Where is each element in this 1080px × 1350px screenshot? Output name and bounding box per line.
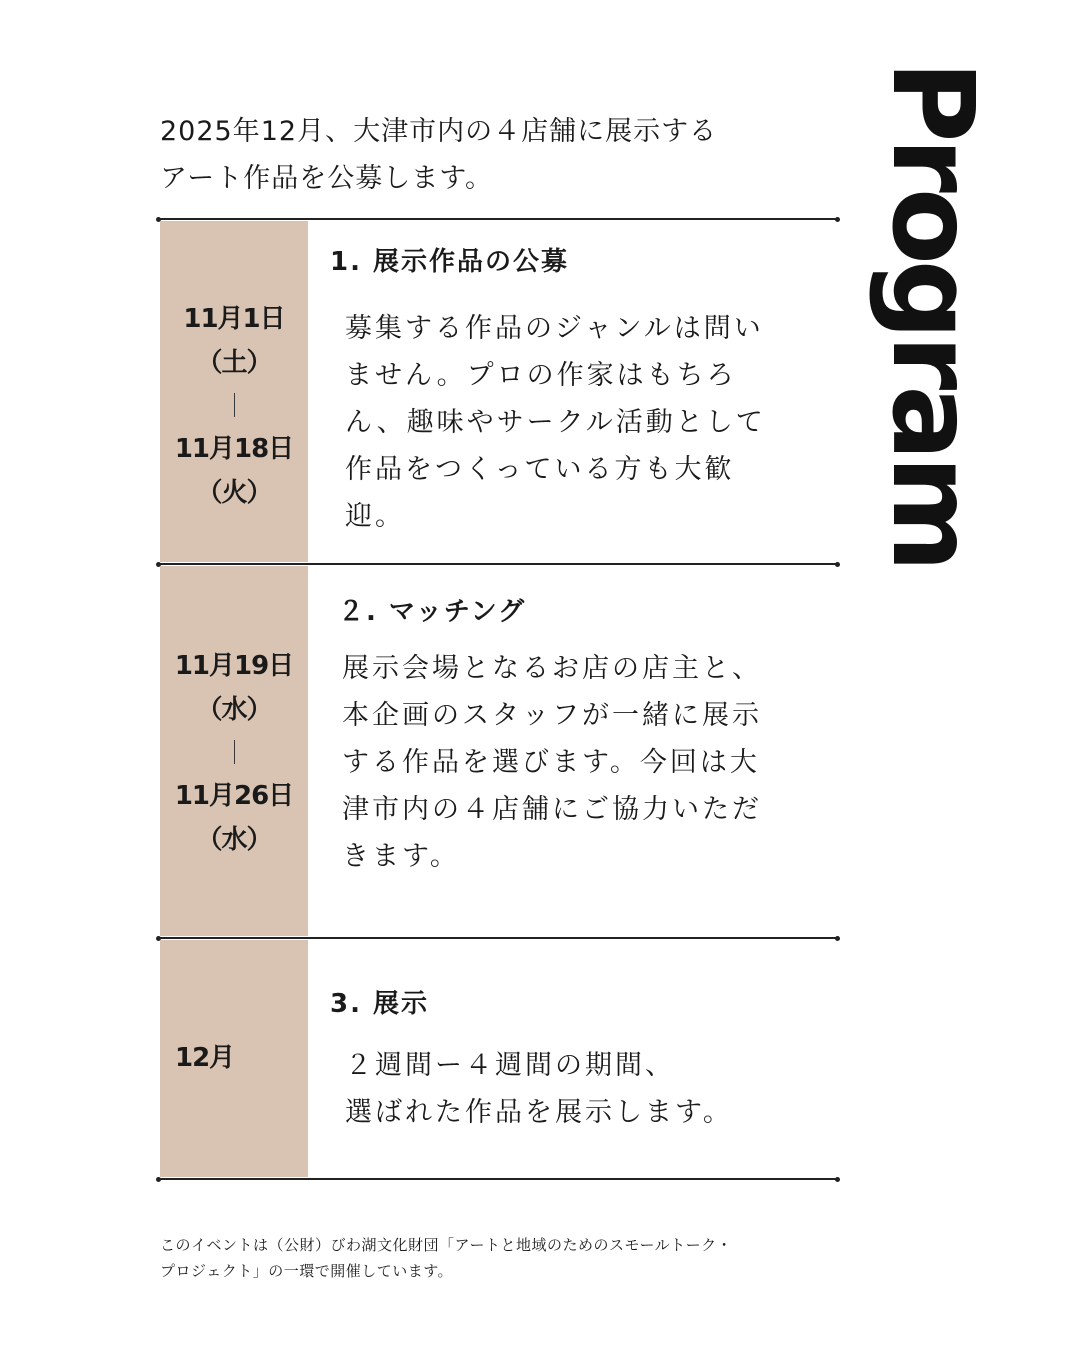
section-title-3: 3. 展示 <box>330 989 430 1019</box>
divider-rule <box>158 937 838 939</box>
divider-rule <box>158 218 838 220</box>
program-title-text: Program <box>867 60 997 568</box>
body-line: 津市内の４店舗にご協力いただ <box>342 794 762 825</box>
start-date: 11月19日 <box>174 651 294 681</box>
divider-rule <box>158 1178 838 1180</box>
end-weekday: （水） <box>196 825 272 855</box>
date-separator: ｜ <box>222 739 246 767</box>
date-column-1 <box>160 221 308 562</box>
body-line: 作品をつくっている方も大歓 <box>345 454 735 485</box>
start-weekday: （水） <box>196 695 272 725</box>
body-line: ２週間ー４週間の期間、 <box>345 1050 675 1081</box>
date-column-3 <box>160 940 308 1177</box>
body-line: ません。プロの作家はもちろ <box>345 360 737 391</box>
program-vertical-title <box>862 60 1002 568</box>
date-range-1 <box>160 297 308 515</box>
body-line: 募集する作品のジャンルは問い <box>345 313 764 344</box>
intro-line: アート作品を公募します。 <box>160 163 494 194</box>
intro-text <box>160 108 820 202</box>
footer-line: プロジェクト」の一環で開催しています。 <box>160 1262 454 1280</box>
month-label: 12月 <box>175 1043 235 1073</box>
divider-rule <box>158 563 838 565</box>
end-weekday: （火） <box>196 478 272 508</box>
body-line: 本企画のスタッフが一緒に展示 <box>342 700 762 731</box>
date-column-2 <box>160 566 308 936</box>
intro-line: 2025年12月、大津市内の４店舗に展示する <box>160 116 718 147</box>
date-range-2 <box>160 644 308 862</box>
body-line: する作品を選びます。今回は大 <box>342 747 760 778</box>
footer-note <box>160 1232 860 1284</box>
end-date: 11月18日 <box>174 434 294 464</box>
end-date: 11月26日 <box>174 781 294 811</box>
start-date: 11月1日 <box>183 304 285 334</box>
body-line: 展示会場となるお店の店主と、 <box>342 653 762 684</box>
section-body-2 <box>342 645 762 880</box>
section-body-1 <box>345 305 766 540</box>
body-line: きます。 <box>342 841 460 872</box>
section-body-3 <box>345 1042 733 1136</box>
section-title-2: ２. マッチング <box>338 597 527 627</box>
body-line: 選ばれた作品を展示します。 <box>345 1097 733 1128</box>
footer-line: このイベントは（公財）びわ湖文化財団「アートと地域のためのスモールトーク・ <box>160 1236 733 1254</box>
date-separator: ｜ <box>222 392 246 420</box>
body-line: 迎。 <box>345 501 405 532</box>
date-range-3 <box>160 1036 323 1080</box>
section-title-1: 1. 展示作品の公募 <box>330 247 570 277</box>
start-weekday: （土） <box>196 348 272 378</box>
body-line: ん、趣味やサークル活動として <box>345 407 766 438</box>
